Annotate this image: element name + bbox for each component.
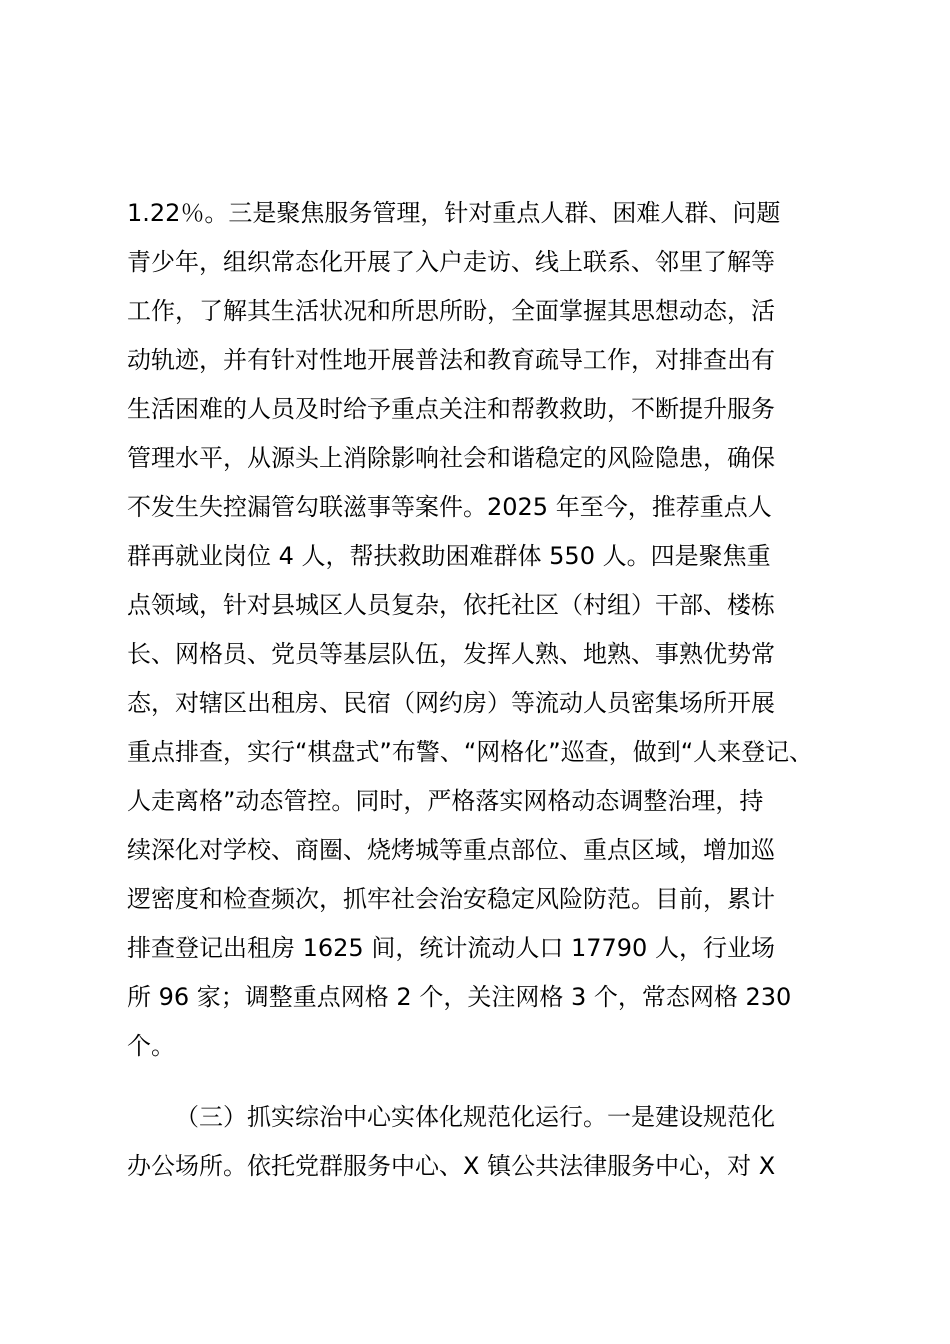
paragraph-service-management (127, 189, 827, 1071)
text-line: 群再就业岗位 4 人，帮扶救助困难群体 550 人。四是聚焦重 (127, 542, 771, 570)
text-line: 工作，了解其生活状况和所思所盼，全面掌握其思想动态，活 (127, 297, 775, 325)
text-line: 个。 (127, 1032, 175, 1060)
text-line: 管理水平，从源头上消除影响社会和谐稳定的风险隐患，确保 (127, 444, 775, 472)
text-line: 重点排查，实行“棋盘式”布警、“网格化”巡查，做到“人来登记、 (127, 738, 814, 766)
text-line: 生活困难的人员及时给予重点关注和帮教救助，不断提升服务 (127, 395, 775, 423)
text-line: 1.22％。三是聚焦服务管理，针对重点人群、困难人群、问题 (127, 199, 781, 227)
text-line: 逻密度和检查频次，抓牢社会治安稳定风险防范。目前，累计 (127, 885, 775, 913)
text-line: 不发生失控漏管勾联滋事等案件。2025 年至今，推荐重点人 (127, 493, 772, 521)
text-line: 所 96 家；调整重点网格 2 个，关注网格 3 个，常态网格 230 (127, 983, 792, 1011)
text-line: 态，对辖区出租房、民宿（网约房）等流动人员密集场所开展 (127, 689, 775, 717)
section-heading-line: （三）抓实综治中心实体化规范化运行。一是建设规范化 (175, 1103, 775, 1131)
text-line: 动轨迹，并有针对性地开展普法和教育疏导工作，对排查出有 (127, 346, 775, 374)
text-line: 青少年，组织常态化开展了入户走访、线上联系、邻里了解等 (127, 248, 775, 276)
text-line: 人走离格”动态管控。同时，严格落实网格动态调整治理，持 (127, 787, 764, 815)
paragraph-comprehensive-center (127, 1093, 827, 1191)
text-line: 排查登记出租房 1625 间，统计流动人口 17790 人，行业场 (127, 934, 775, 962)
text-line: 长、网格员、党员等基层队伍，发挥人熟、地熟、事熟优势常 (127, 640, 775, 668)
text-line: 办公场所。依托党群服务中心、X 镇公共法律服务中心，对 X (127, 1152, 776, 1180)
text-line: 续深化对学校、商圈、烧烤城等重点部位、重点区域，增加巡 (127, 836, 775, 864)
text-line: 点领域，针对县城区人员复杂，依托社区（村组）干部、楼栋 (127, 591, 775, 619)
